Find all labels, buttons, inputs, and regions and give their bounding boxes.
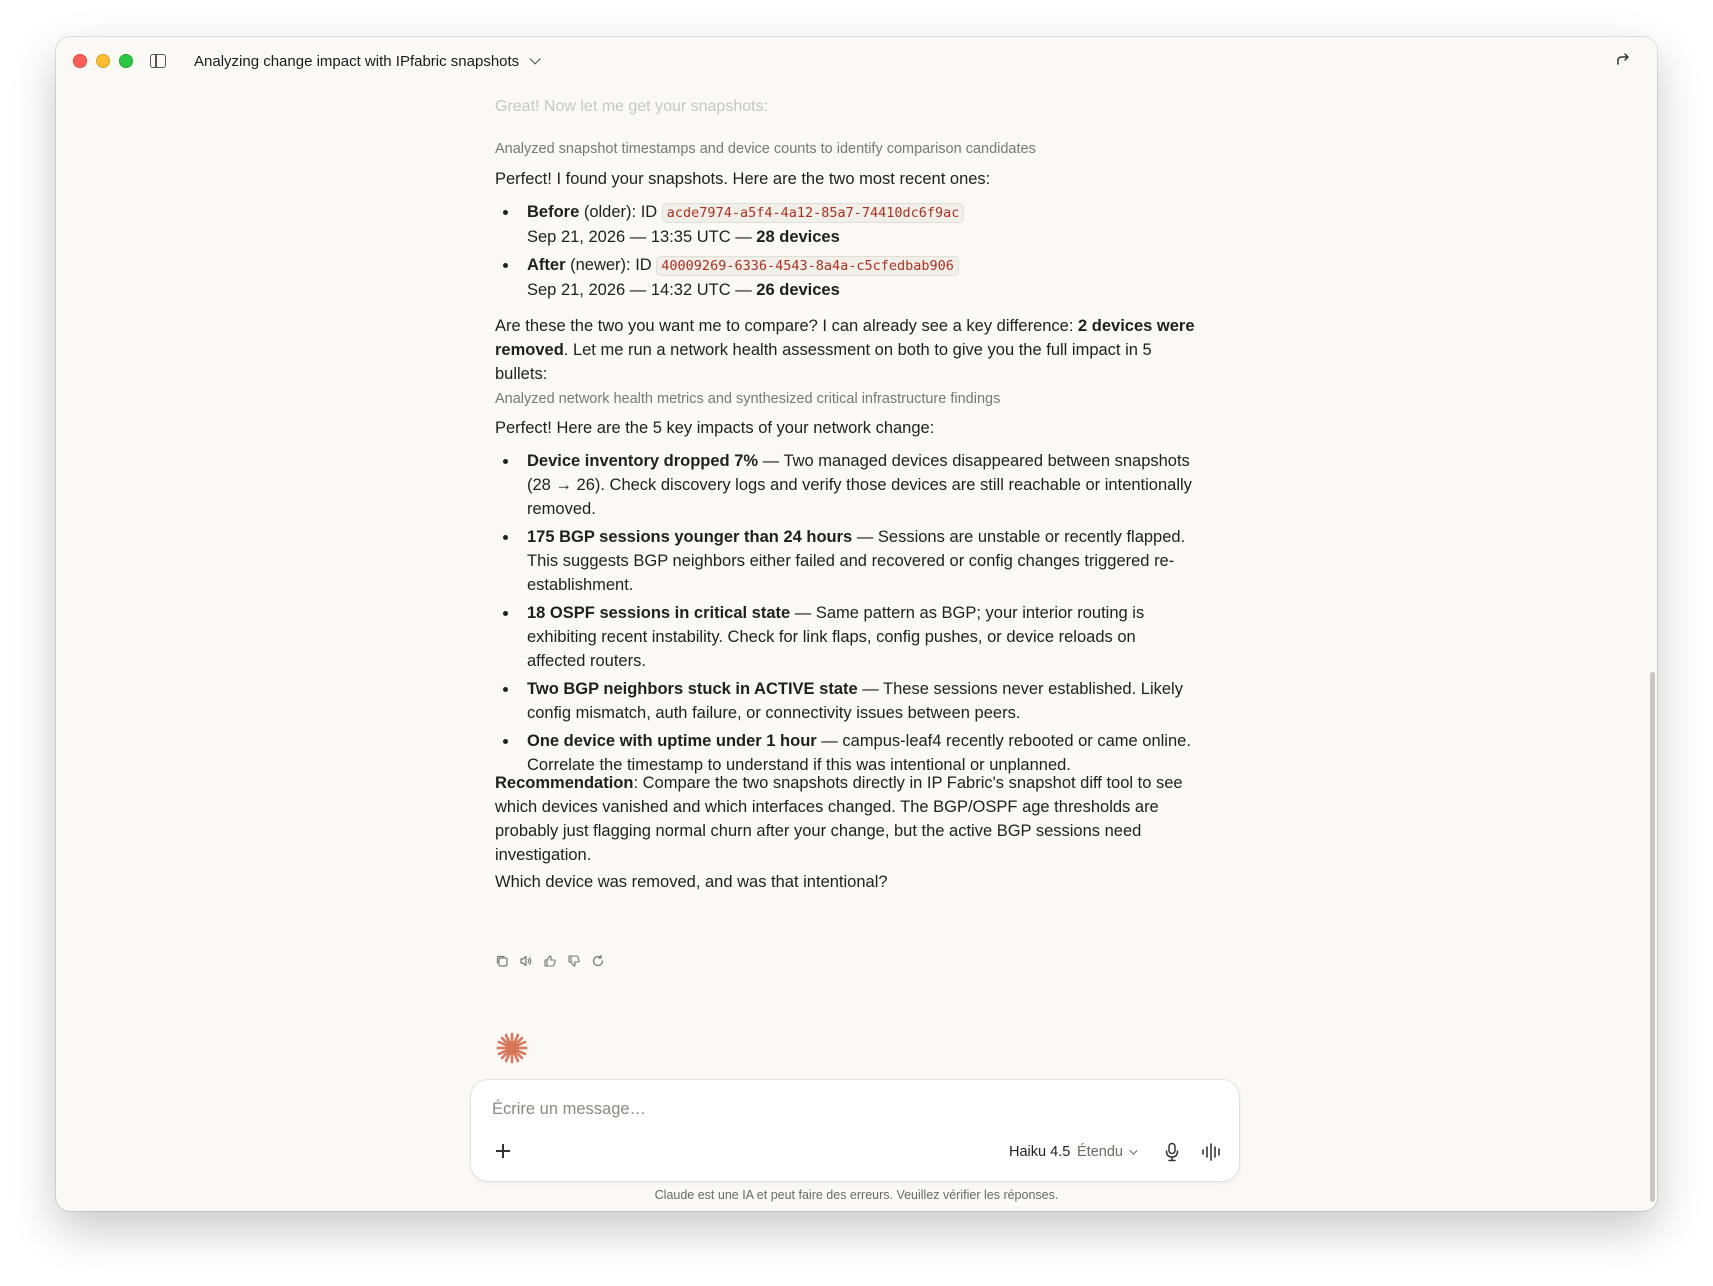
minimize-window-button[interactable] — [96, 54, 110, 68]
add-attachment-icon[interactable] — [494, 1142, 512, 1160]
list-item: Before (older): ID acde7974-a5f4-4a12-85a7-74410dc6f9ac Sep 21, 2026 — 13:35 UTC — 28 devices — [495, 200, 1195, 249]
message-actions — [495, 954, 605, 968]
sidebar-toggle-icon[interactable] — [150, 54, 166, 68]
maximize-window-button[interactable] — [119, 54, 133, 68]
impacts-list — [495, 449, 1195, 781]
list-item: Two BGP neighbors stuck in ACTIVE state — These sessions never established. Likely config mismatch, auth failure, or connectivity issues between peers. — [495, 677, 1195, 725]
window-controls — [73, 54, 133, 68]
question-paragraph: Are these the two you want me to compare? I can already see a key difference: 2 devices were removed. Let me run a network health assessment on both to give you the full impact in 5 bullets: — [495, 317, 1195, 383]
impacts-intro: Perfect! Here are the 5 key impacts of your network change: — [495, 419, 935, 437]
thinking-summary-2[interactable]: Analyzed network health metrics and synthesized critical infrastructure findings — [495, 391, 1001, 407]
voice-mode-icon[interactable] — [1201, 1143, 1223, 1161]
recommendation-paragraph: Recommendation: Compare the two snapshots directly in IP Fabric's snapshot diff tool to see which devices vanished and which interfaces changed. The BGP/OSPF age thresholds are probably just flagging normal churn after your change, but the active BGP sessions need investigation. — [495, 774, 1183, 864]
microphone-icon[interactable] — [1164, 1142, 1180, 1162]
message-composer[interactable] — [470, 1079, 1240, 1182]
copy-icon[interactable] — [495, 954, 509, 968]
share-icon[interactable] — [1615, 51, 1631, 67]
mode-label: Étendu — [1077, 1144, 1123, 1160]
claude-logo-icon — [495, 1031, 529, 1065]
speaker-icon[interactable] — [519, 954, 533, 968]
thumbs-down-icon[interactable] — [567, 954, 581, 968]
snapshot-list — [495, 200, 1195, 306]
scrollbar[interactable] — [1650, 672, 1655, 1202]
model-selector[interactable]: Haiku 4.5 — [1009, 1144, 1071, 1160]
conversation-title-menu[interactable] — [194, 53, 537, 70]
mode-selector[interactable] — [1077, 1144, 1135, 1160]
snapshot-id: acde7974-a5f4-4a12-85a7-74410dc6f9ac — [662, 203, 965, 223]
faded-previous-text: Great! Now let me get your snapshots: — [495, 98, 769, 115]
list-item: 175 BGP sessions younger than 24 hours — Sessions are unstable or recently flapped. This suggests BGP neighbors either failed and recovered or config changes triggered re-establishment. — [495, 525, 1195, 597]
app-window — [56, 37, 1657, 1211]
retry-icon[interactable] — [591, 954, 605, 968]
intro-text: Perfect! I found your snapshots. Here are the two most recent ones: — [495, 170, 991, 188]
snapshot-id: 40009269-6336-4543-8a4a-c5cfedbab906 — [656, 256, 959, 276]
list-item: One device with uptime under 1 hour — campus-leaf4 recently rebooted or came online. Correlate the timestamp to understand if this was intentional or unplanned. — [495, 729, 1195, 777]
disclaimer-text: Claude est une IA et peut faire des erreurs. Veuillez vérifier les réponses. — [654, 1188, 1059, 1202]
chevron-down-icon — [530, 53, 541, 64]
conversation-title: Analyzing change impact with IPfabric snapshots — [194, 52, 520, 70]
thumbs-up-icon[interactable] — [543, 954, 557, 968]
list-item: After (newer): ID 40009269-6336-4543-8a4a-c5cfedbab906 Sep 21, 2026 — 14:32 UTC — 26 devices — [495, 253, 1195, 302]
title-bar — [56, 37, 1657, 85]
chevron-down-icon — [1129, 1146, 1137, 1154]
list-item: Device inventory dropped 7% — Two managed devices disappeared between snapshots (28 → 26). Check discovery logs and verify those devices are still reachable or intentionally removed. — [495, 449, 1195, 521]
thinking-summary-1[interactable]: Analyzed snapshot timestamps and device counts to identify comparison candidates — [495, 141, 1036, 157]
final-question: Which device was removed, and was that intentional? — [495, 873, 888, 891]
message-input[interactable]: Écrire un message… — [492, 1100, 647, 1118]
close-window-button[interactable] — [73, 54, 87, 68]
list-item: 18 OSPF sessions in critical state — Same pattern as BGP; your interior routing is exhibiting recent instability. Check for link flaps, config pushes, or device reloads on affected routers. — [495, 601, 1195, 673]
